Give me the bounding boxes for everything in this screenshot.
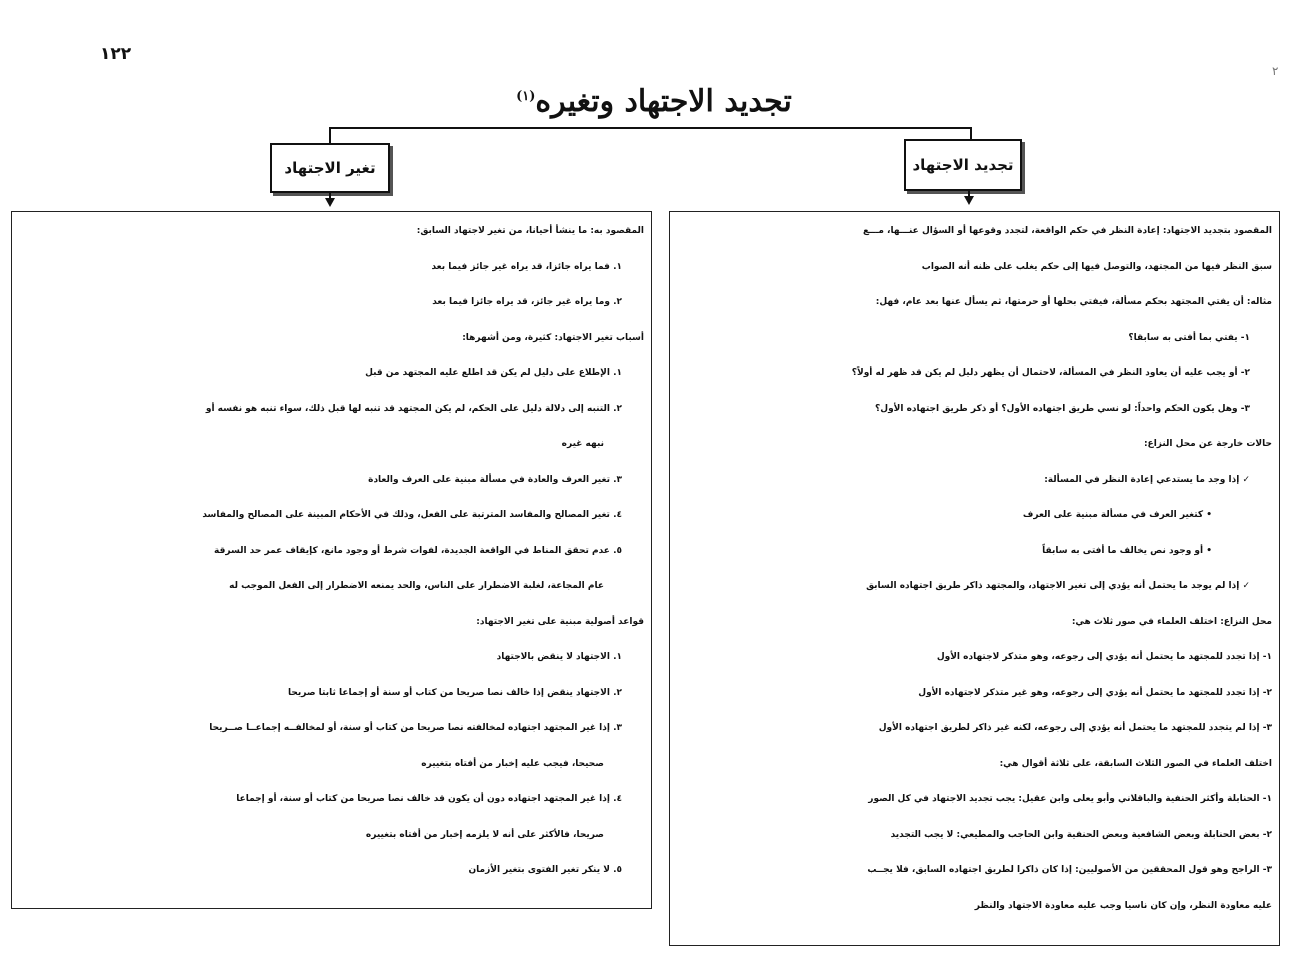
example-q1: ١- يفتي بما أفتى به سابقا؟: [1128, 332, 1250, 343]
rule-4-cont: صريحا، فالأكثر على أنه لا يلزمه إخبار من أفتاه بتغييره: [365, 829, 604, 840]
dispute-heading: محل النزاع: اختلف العلماء في صور ثلاث هي:: [1071, 616, 1272, 627]
dispute-case-1: ١- إذا تجدد للمجتهد ما يحتمل أنه يؤدي إلى رجوعه، وهو متذكر لاجتهاده الأول: [936, 652, 1272, 662]
change-def-item-2: ٢. وما يراه غير جائز، قد يراه جائزا فيما بعد: [432, 297, 622, 307]
right-heading-label: تجديد الاجتهاد: [912, 156, 1014, 174]
rules-heading: قواعد أصولية مبنية على تغير الاجتهاد:: [476, 616, 644, 627]
page-number: ١٢٢: [100, 44, 132, 64]
renewal-definition: المقصود بتجديد الاجتهاد: إعادة النظر في حكم الواقعة، لتجدد وقوعها أو السؤال عنـــها، مـــع: [862, 226, 1272, 236]
rule-2: ٢. الاجتهاد ينقض إذا خالف نصا صريحا من كتاب أو سنة أو إجماعا ثابتا صريحا: [288, 687, 622, 698]
rule-3: ٣. إذا غير المجتهد اجتهاده لمخالفته نصا صريحا من كتاب أو سنة، أو لمخالفــه إجماعــا صــريحا: [209, 723, 622, 733]
cause-1: ١. الإطلاع على دليل لم يكن قد اطلع عليه المجتهد من قبل: [365, 368, 622, 378]
right-down-arrow: [964, 196, 974, 205]
rule-3-cont: صحيحا، فيجب عليه إخبار من أفتاه بتغييره: [421, 758, 604, 769]
outside-case-1-bullet-2: • أو وجود نص يخالف ما أفتى به سابقاً: [1042, 545, 1212, 556]
example-q2: ٢- أو يجب عليه أن يعاود النظر في المسألة، لاحتمال أن يظهر دليل لم يكن قد ظهر له أولاً؟: [851, 368, 1250, 378]
example-q3: ٣- وهل يكون الحكم واحداً: لو نسي طريق اجتهاده الأول؟ أو ذكر طريق اجتهاده الأول؟: [875, 403, 1250, 414]
opinion-1: ١- الحنابلة وأكثر الحنفية والباقلاني وأبو يعلى وابن عقيل: يجب تجديد الاجتهاد في كل الصور: [868, 794, 1272, 804]
corner-mark: ٢: [1272, 64, 1279, 78]
rule-4: ٤. إذا غير المجتهد اجتهاده دون أن يكون قد خالف نصا صريحا من كتاب أو سنة، أو إجماعا: [236, 794, 622, 804]
example-intro: مثاله: أن يفتي المجتهد بحكم مسألة، فيفتي بحلها أو حرمتها، ثم يسأل عنها بعد عام، فهل:: [875, 297, 1272, 307]
outside-case-1: ✓ إذا وجد ما يستدعي إعادة النظر في المسألة:: [1044, 474, 1250, 485]
right-heading-box: [904, 139, 1022, 191]
outside-case-2: ✓ إذا لم يوجد ما يحتمل أنه يؤدي إلى تغير الاجتهاد، والمجتهد ذاكر طريق اجتهاده السابق: [866, 581, 1250, 591]
rule-1: ١. الاجتهاد لا ينقض بالاجتهاد: [496, 652, 622, 662]
connector-left-drop: [329, 127, 331, 144]
rule-5: ٥. لا ينكر تغير الفتوى بتغير الأزمان: [468, 865, 622, 875]
renewal-definition-cont: سبق النظر فيها من المجتهد، والتوصل فيها إلى حكم يغلب على ظنه أنه الصواب: [921, 261, 1272, 272]
change-definition: المقصود به: ما ينشأ أحيانا، من تغير لاجتهاد السابق:: [416, 226, 644, 236]
outside-case-1-bullet-1: • كتغير العرف في مسألة مبنية على العرف: [1022, 510, 1212, 520]
connector-top: [330, 127, 972, 129]
change-def-item-1: ١. فما يراه جائزا، قد يراه غير جائز فيما بعد: [431, 261, 622, 272]
causes-heading: أسباب تغير الاجتهاد: كثيرة، ومن أشهرها:: [462, 332, 644, 343]
dispute-case-3: ٣- إذا لم يتجدد للمجتهد ما يحتمل أنه يؤدي إلى رجوعه، لكنه غير ذاكر لطريق اجتهاده الأول: [878, 723, 1272, 733]
cause-3: ٣. تغير العرف والعادة في مسألة مبنية على العرف والعادة: [368, 474, 622, 485]
opinion-2: ٢- بعض الحنابلة وبعض الشافعية وبعض الحنفية وابن الحاجب والمطيعي: لا يجب التجديد: [890, 829, 1272, 840]
left-heading-label: تغير الاجتهاد: [284, 159, 376, 177]
cause-2: ٢. التنبه إلى دلالة دليل على الحكم، لم يكن المجتهد قد تنبه لها قبل ذلك، سواء تنبه هو نفسه أو: [205, 403, 622, 414]
cause-5: ٥. عدم تحقق المناط في الواقعة الجديدة، لفوات شرط أو وجود مانع، كإيقاف عمر حد السرقة: [214, 545, 622, 556]
title-text: تجديد الاجتهاد وتغيره: [535, 84, 792, 119]
cause-2-cont: نبهه غيره: [561, 439, 604, 449]
opinion-3: ٣- الراجح وهو قول المحققين من الأصوليين: إذا كان ذاكرا لطريق اجتهاده السابق، فلا يجــب: [867, 865, 1272, 875]
cause-4: ٤. تغير المصالح والمفاسد المترتبة على الفعل، وذلك في الأحكام المبينة على المصالح والمفاسد: [202, 510, 622, 520]
left-down-arrow: [325, 198, 335, 207]
renewal-panel: [669, 211, 1280, 946]
cause-5-cont: عام المجاعة، لغلبة الاضطرار على الناس، والحد يمنعه الاضطرار إلى الفعل الموجب له: [229, 581, 604, 591]
opinions-heading: اختلف العلماء في الصور الثلاث السابقة، على ثلاثة أقوال هي:: [999, 758, 1272, 769]
left-heading-box: [270, 143, 390, 193]
page-title: [0, 84, 1308, 119]
opinion-3-cont: عليه معاودة النظر، وإن كان ناسيا وجب عليه معاودة الاجتهاد والنظر: [974, 900, 1272, 911]
change-panel: [11, 211, 652, 909]
dispute-case-2: ٢- إذا تجدد للمجتهد ما يحتمل أنه يؤدي إلى رجوعه، وهو غير متذكر لاجتهاده الأول: [918, 687, 1272, 698]
title-footnote-marker: (١): [516, 89, 536, 104]
outside-dispute-heading: حالات خارجة عن محل النزاع:: [1143, 439, 1272, 449]
